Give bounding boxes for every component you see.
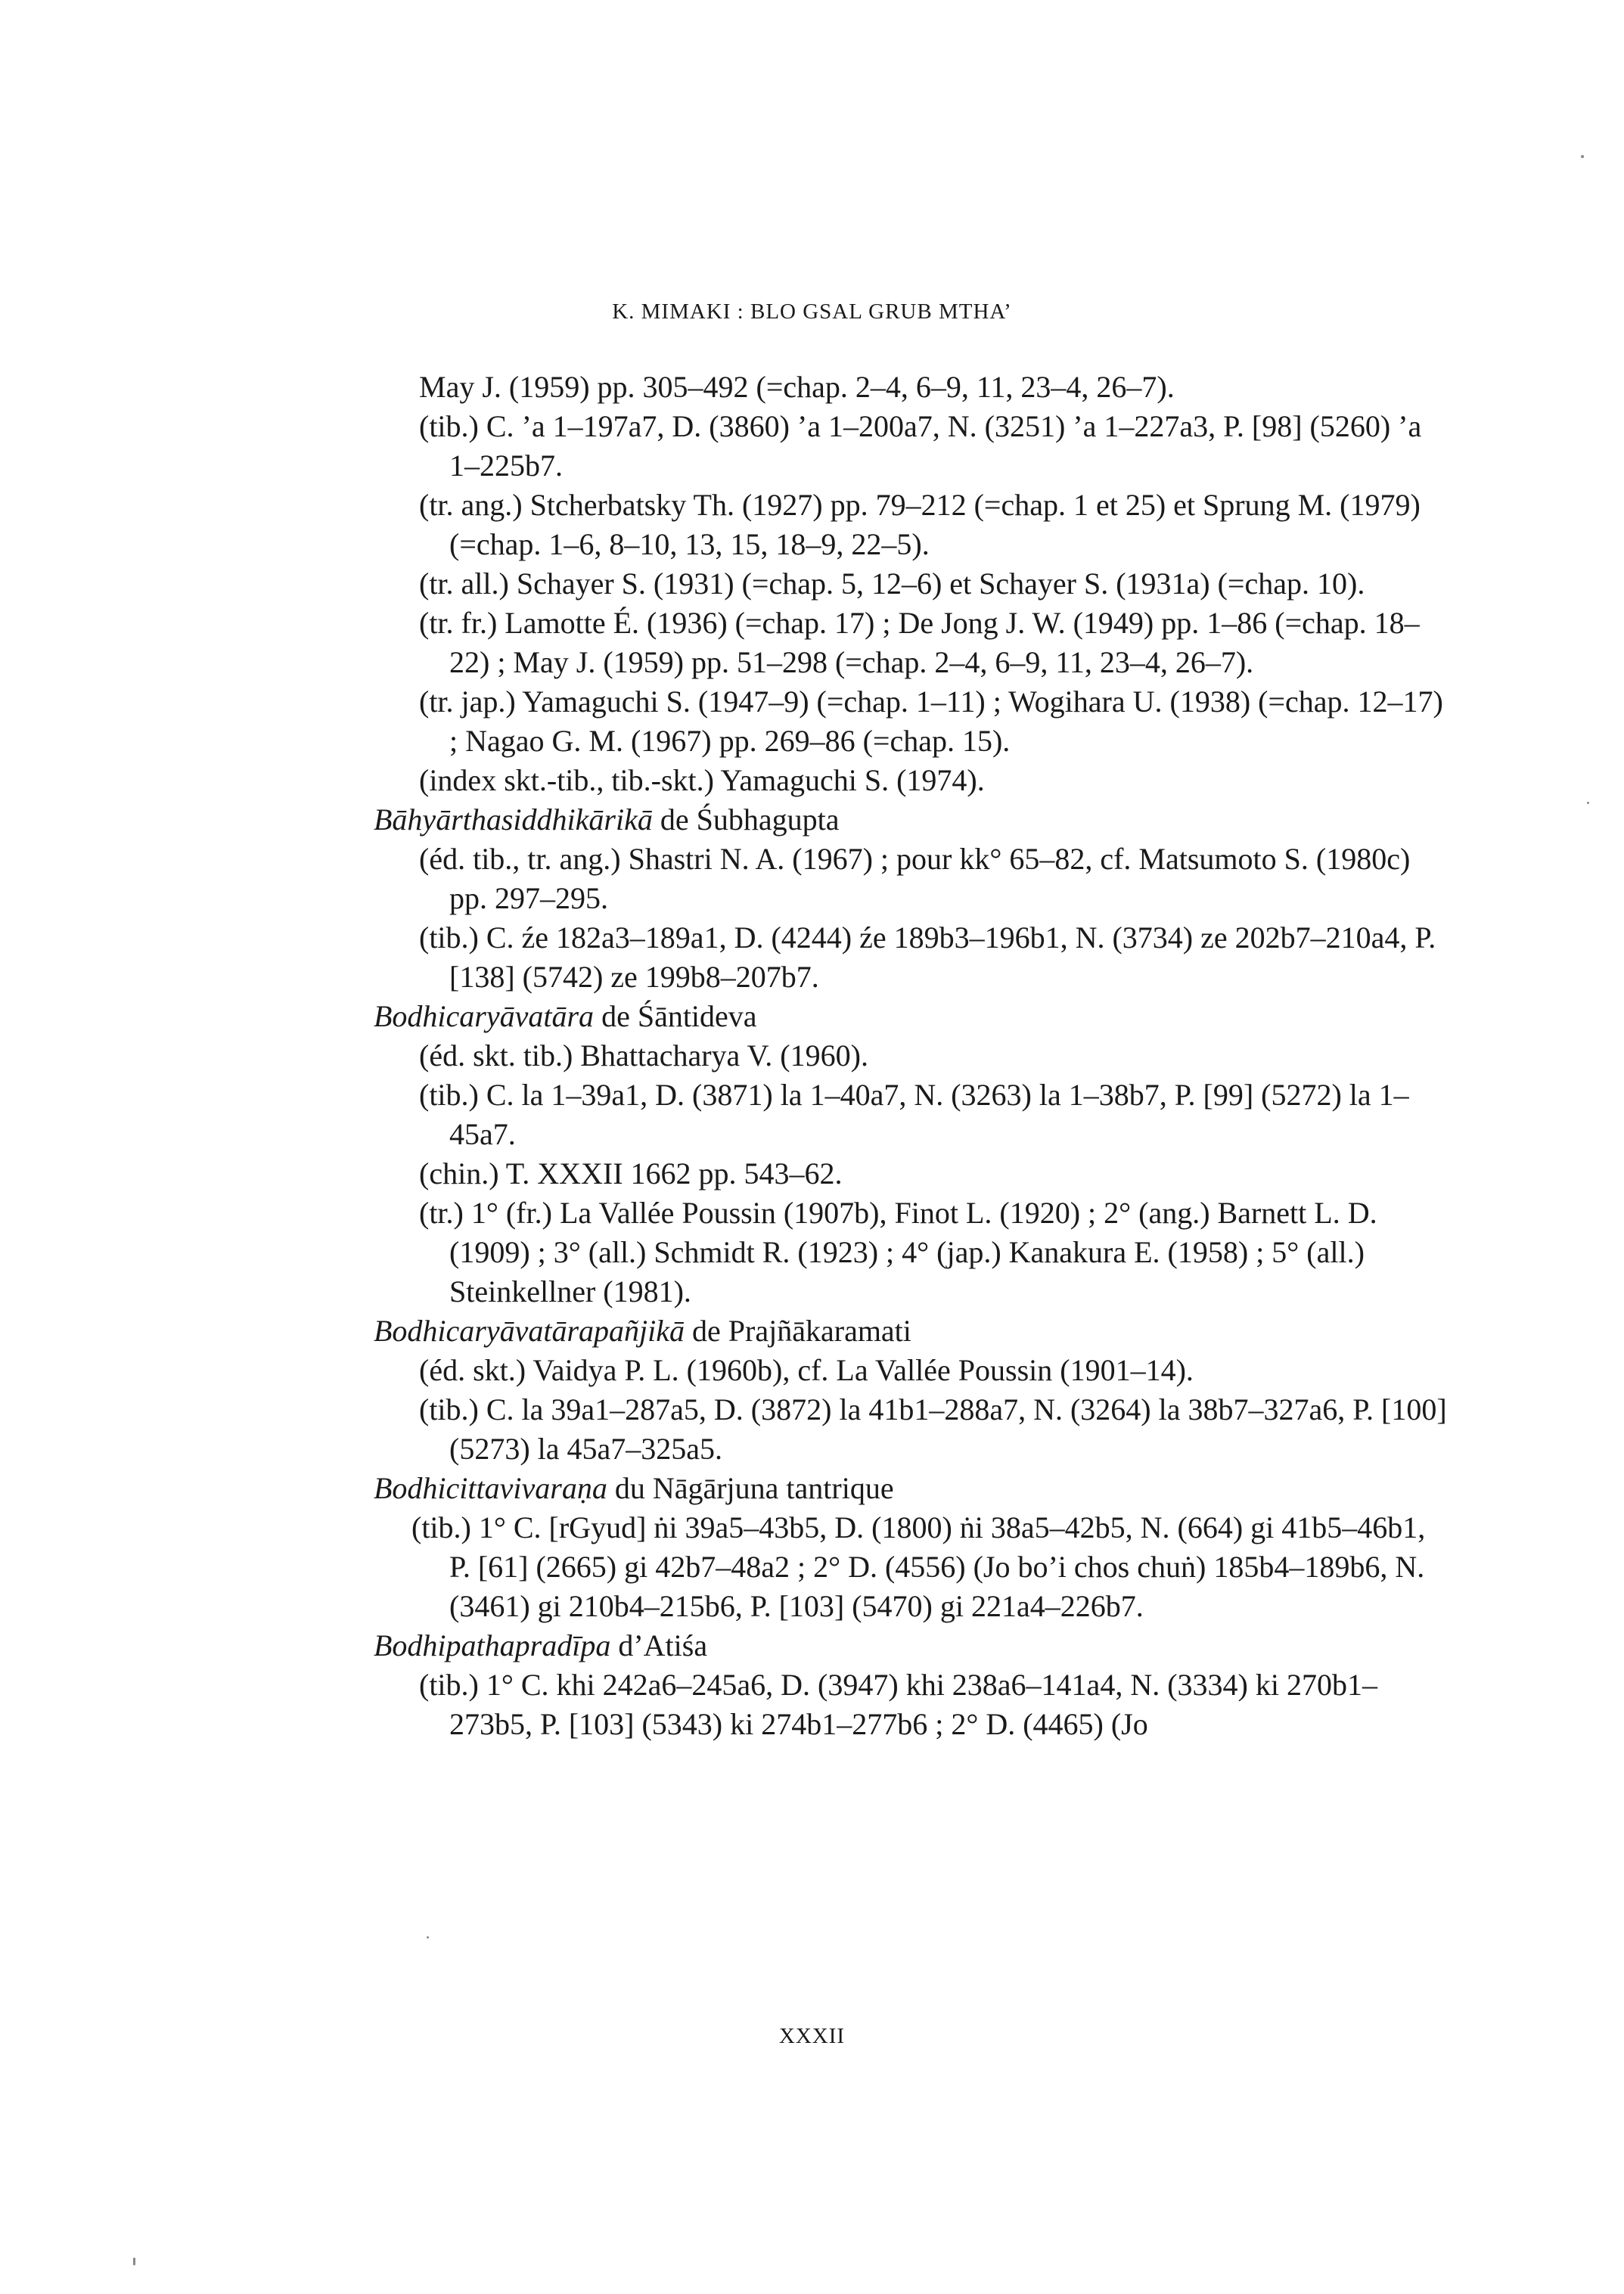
list-item: (tr. jap.) Yamaguchi S. (1947–9) (=chap. 1–11) ; Wogihara U. (1938) (=chap. 12–17) ; Nagao G. M. (1967) pp. 269–86 (=chap. 15). — [419, 684, 1443, 758]
list-item: May J. (1959) pp. 305–492 (=chap. 2–4, 6–9, 11, 23–4, 26–7). — [419, 370, 1175, 404]
work-author: de Śāntideva — [601, 999, 757, 1033]
entry-continuation — [374, 368, 1449, 800]
list-item: (tib.) C. la 39a1–287a5, D. (3872) la 41b1–288a7, N. (3264) la 38b7–327a6, P. [100] (5273) la 45a7–325a5. — [419, 1392, 1447, 1466]
entry-bodhipathapradipa — [374, 1626, 1449, 1744]
scan-speck — [1587, 802, 1589, 804]
scan-speck — [133, 2258, 135, 2265]
list-item: (tr. ang.) Stcherbatsky Th. (1927) pp. 79–212 (=chap. 1 et 25) et Sprung M. (1979) (=chap. 1–6, 8–10, 13, 15, 18–9, 22–5). — [419, 488, 1421, 561]
list-item: (tib.) 1° C. khi 242a6–245a6, D. (3947) khi 238a6–141a4, N. (3334) ki 270b1–273b5, P. [103] (5343) ki 274b1–277b6 ; 2° D. (4465) (Jo — [419, 1668, 1377, 1741]
list-item: (tib.) 1° C. [rGyud] ṅi 39a5–43b5, D. (1800) ṅi 38a5–42b5, N. (664) gi 41b5–46b1, P. [61] (2665) gi 42b7–48a2 ; 2° D. (4556) (Jo bo’i chos chuṅ) 185b4–189b6, N. (3461) gi 210b4–215b6, P. [103] (5470) gi 221a4–226b7. — [411, 1510, 1426, 1623]
work-author: de Prajñākaramati — [692, 1314, 911, 1348]
list-item: (tib.) C. ’a 1–197a7, D. (3860) ’a 1–200a7, N. (3251) ’a 1–227a3, P. [98] (5260) ’a 1–225b7. — [419, 409, 1422, 483]
entry-title-line — [374, 1626, 1449, 1665]
list-item: (index skt.-tib., tib.-skt.) Yamaguchi S. (1974). — [419, 763, 985, 797]
entry-bahyarthasiddhikarika — [374, 800, 1449, 997]
work-title: Bodhicaryāvatāra — [374, 999, 595, 1033]
work-title: Bodhipathapradīpa — [374, 1628, 611, 1662]
list-item: (éd. skt.) Vaidya P. L. (1960b), cf. La Vallée Poussin (1901–14). — [419, 1353, 1194, 1387]
list-item: (tr.) 1° (fr.) La Vallée Poussin (1907b), Finot L. (1920) ; 2° (ang.) Barnett L. D. (1909) ; 3° (all.) Schmidt R. (1923) ; 4° (jap.) Kanakura E. (1958) ; 5° (all.) Steinkellner (1981). — [419, 1196, 1377, 1308]
work-author: de Śubhagupta — [660, 802, 840, 837]
entry-title-line — [374, 997, 1449, 1036]
entry-title-line — [374, 1469, 1449, 1508]
work-title: Bodhicittavivaraṇa — [374, 1471, 607, 1505]
running-head: K. MIMAKI : BLO GSAL GRUB MTHA’ — [612, 300, 1012, 324]
list-item: (chin.) T. XXXII 1662 pp. 543–62. — [419, 1156, 843, 1190]
entry-title-line — [374, 1312, 1449, 1351]
list-item: (tib.) C. la 1–39a1, D. (3871) la 1–40a7, N. (3263) la 1–38b7, P. [99] (5272) la 1–45a7. — [419, 1078, 1409, 1151]
work-title: Bodhicaryāvatārapañjikā — [374, 1314, 685, 1348]
scan-speck — [1581, 155, 1584, 158]
list-item: (tr. all.) Schayer S. (1931) (=chap. 5, 12–6) et Schayer S. (1931a) (=chap. 10). — [419, 567, 1365, 601]
work-author: d’Atiśa — [618, 1628, 708, 1662]
page-number: XXXII — [778, 2024, 846, 2048]
list-item: (tib.) C. źe 182a3–189a1, D. (4244) źe 189b3–196b1, N. (3734) ze 202b7–210a4, P. [138] (5742) ze 199b8–207b7. — [419, 920, 1436, 994]
entry-bodhicittavivarana — [374, 1469, 1449, 1626]
work-author: du Nāgārjuna tantrique — [614, 1471, 894, 1505]
list-item: (éd. tib., tr. ang.) Shastri N. A. (1967) ; pour kk° 65–82, cf. Matsumoto S. (1980c) pp. 297–295. — [419, 842, 1411, 915]
entry-title-line — [374, 800, 1449, 840]
entry-bodhicaryavatara — [374, 997, 1449, 1312]
list-item: (tr. fr.) Lamotte É. (1936) (=chap. 17) ; De Jong J. W. (1949) pp. 1–86 (=chap. 18–22) ; May J. (1959) pp. 51–298 (=chap. 2–4, 6–9, 11, 23–4, 26–7). — [419, 606, 1420, 679]
work-title: Bāhyārthasiddhikārikā — [374, 802, 653, 837]
scan-speck — [427, 1936, 429, 1939]
bibliography-entries — [374, 368, 1449, 1744]
entry-bodhicaryavatarapanjika — [374, 1312, 1449, 1469]
list-item: (éd. skt. tib.) Bhattacharya V. (1960). — [419, 1038, 868, 1072]
